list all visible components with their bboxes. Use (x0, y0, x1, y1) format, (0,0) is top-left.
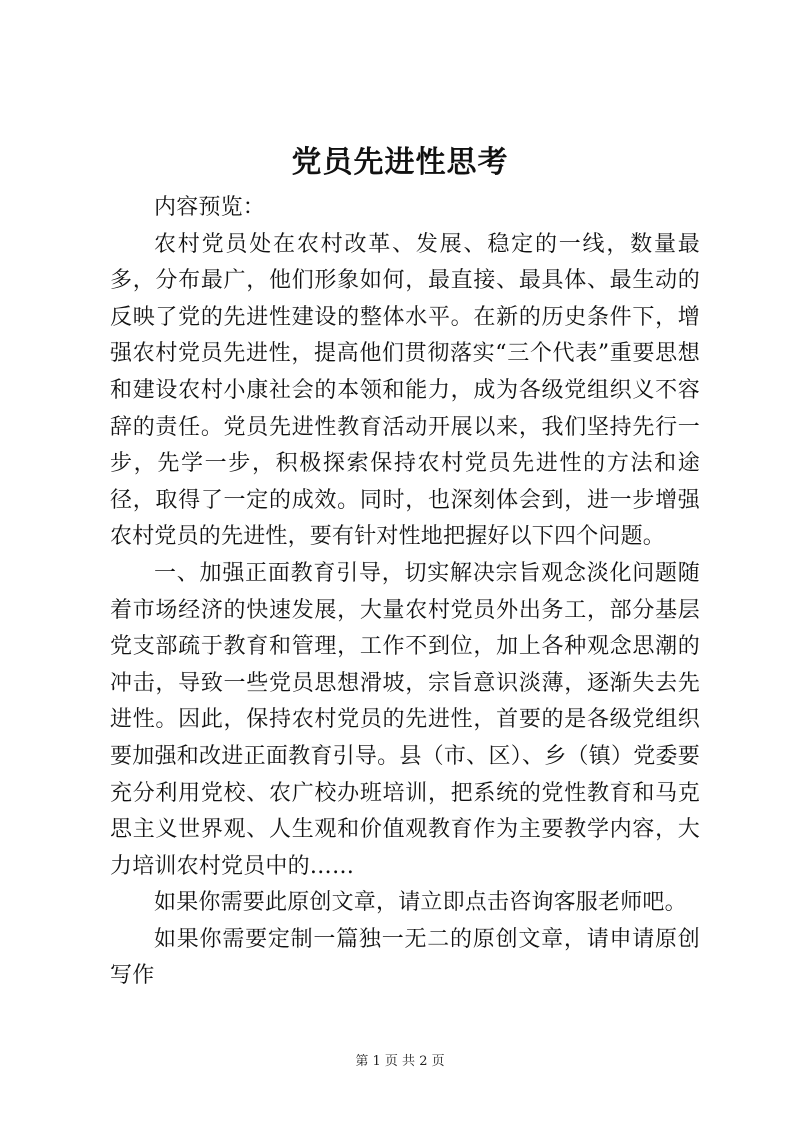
document-body (110, 190, 700, 995)
document-title: 党员先进性思考 (291, 145, 509, 180)
paragraph-intro: 农村党员处在农村改革、发展、稳定的一线，数量最多，分布最广，他们形象如何，最直接、最具体、最生动的反映了党的先进性建设的整体水平。在新的历史条件下，增强农村党员先进性，提高他们贯彻落实“三个代表”重要思想和建设农村小康社会的本领和能力，成为各级党组织义不容辞的责任。党员先进性教育活动开展以来，我们坚持先行一步，先学一步，积极探索保持农村党员先进性的方法和途径，取得了一定的成效。同时，也深刻体会到，进一步增强农村党员的先进性，要有针对性地把握好以下四个问题。 (110, 231, 700, 550)
preview-label: 内容预览： (154, 195, 266, 220)
paragraph-section-one: 一、加强正面教育引导，切实解决宗旨观念淡化问题随着市场经济的快速发展，大量农村党员外出务工，部分基层党支部疏于教育和管理，工作不到位，加上各种观念思潮的冲击，导致一些党员思想滑坡，宗旨意识淡薄，逐渐失去先进性。因此，保持农村党员的先进性，首要的是各级党组织要加强和改进正面教育引导。县（市、区）、乡（镇）党委要充分利用党校、农广校办班培训，把系统的党性教育和马克思主义世界观、人生观和价值观教育作为主要教学内容，大力培训农村党员中的…… (110, 560, 700, 879)
page-footer: 第 1 页 共 2 页 (355, 1054, 445, 1069)
paragraph-custom-writing: 如果你需要定制一篇独一无二的原创文章，请申请原创写作 (110, 926, 700, 989)
paragraph-contact: 如果你需要此原创文章，请立即点击咨询客服老师吧。 (154, 890, 687, 916)
